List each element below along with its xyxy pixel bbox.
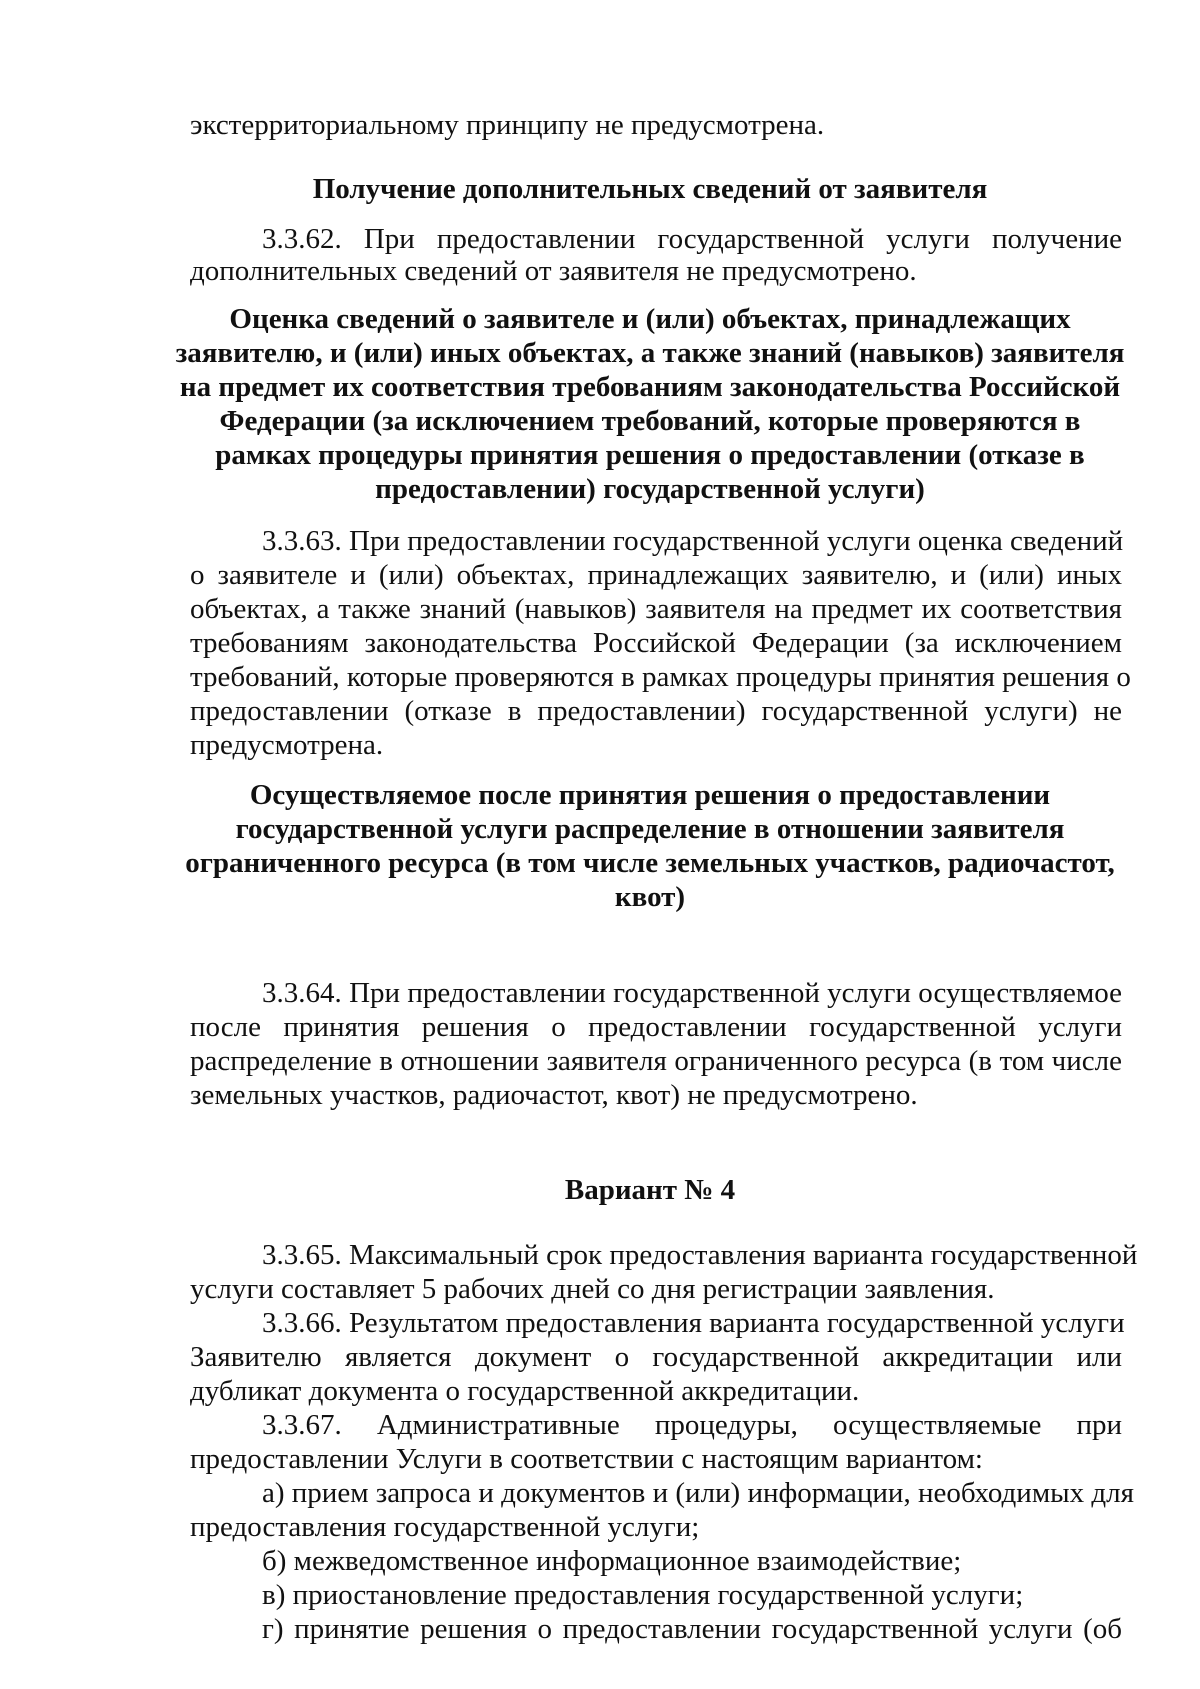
paragraph-line: услуги составляет 5 рабочих дней со дня регистрации заявления. (190, 1273, 995, 1305)
section-heading: Оценка сведений о заявителе и (или) объектах, принадлежащих (229, 303, 1071, 335)
paragraph-line: предоставлении (отказе в предоставлении) государственной услуги) не (190, 695, 1122, 727)
section-heading: Вариант № 4 (564, 1174, 736, 1206)
section-heading: рамках процедуры принятия решения о предоставлении (отказе в (215, 439, 1085, 471)
section-heading: заявителю, и (или) иных объектах, а также знаний (навыков) заявителя (175, 337, 1125, 369)
paragraph-line: Заявителю является документ о государственной аккредитации или (190, 1341, 1122, 1373)
paragraph-line: дубликат документа о государственной аккредитации. (190, 1375, 860, 1407)
paragraph-line: о заявителе и (или) объектах, принадлежащих заявителю, и (или) иных (190, 559, 1122, 591)
list-item: предоставления государственной услуги; (190, 1511, 700, 1543)
section-heading: Получение дополнительных сведений от заявителя (312, 173, 988, 205)
paragraph-line: предоставлении Услуги в соответствии с настоящим вариантом: (190, 1443, 983, 1475)
list-item: в) приостановление предоставления государственной услуги; (262, 1579, 1024, 1611)
section-heading: государственной услуги распределение в отношении заявителя (235, 813, 1065, 845)
paragraph-line: 3.3.67. Административные процедуры, осуществляемые при (262, 1409, 1122, 1441)
section-heading: Осуществляемое после принятия решения о предоставлении (249, 779, 1051, 811)
paragraph-line: распределение в отношении заявителя ограниченного ресурса (в том числе (190, 1045, 1122, 1077)
paragraph-line: предусмотрена. (190, 729, 384, 761)
paragraph-line: 3.3.64. При предоставлении государственной услуги осуществляемое (262, 977, 1122, 1009)
section-heading: на предмет их соответствия требованиям законодательства Российской (179, 371, 1121, 403)
intro-line: экстерриториальному принципу не предусмотрена. (190, 109, 825, 141)
section-heading: Федерации (за исключением требований, которые проверяются в (219, 405, 1081, 437)
list-item: б) межведомственное информационное взаимодействие; (262, 1545, 962, 1577)
paragraph-line: требованиям законодательства Российской Федерации (за исключением (190, 627, 1122, 659)
paragraph-line: после принятия решения о предоставлении государственной услуги (190, 1011, 1122, 1043)
section-heading: предоставлении) государственной услуги) (375, 473, 925, 505)
section-heading: ограниченного ресурса (в том числе земельных участков, радиочастот, (185, 847, 1115, 879)
section-heading: квот) (614, 881, 686, 913)
paragraph-line: объектах, а также знаний (навыков) заявителя на предмет их соответствия (190, 593, 1122, 625)
paragraph-line: требований, которые проверяются в рамках процедуры принятия решения о (190, 661, 1131, 693)
paragraph-line: земельных участков, радиочастот, квот) не предусмотрено. (190, 1079, 918, 1111)
paragraph-line: 3.3.65. Максимальный срок предоставления варианта государственной (262, 1239, 1138, 1271)
list-item: г) принятие решения о предоставлении государственной услуги (об (262, 1613, 1122, 1645)
paragraph-line: 3.3.63. При предоставлении государственной услуги оценка сведений (262, 525, 1124, 557)
paragraph-line: 3.3.66. Результатом предоставления варианта государственной услуги (262, 1307, 1125, 1339)
list-item: а) прием запроса и документов и (или) информации, необходимых для (262, 1477, 1134, 1509)
paragraph-line: дополнительных сведений от заявителя не предусмотрено. (190, 255, 917, 287)
paragraph-line: 3.3.62. При предоставлении государственной услуги получение (262, 223, 1122, 255)
